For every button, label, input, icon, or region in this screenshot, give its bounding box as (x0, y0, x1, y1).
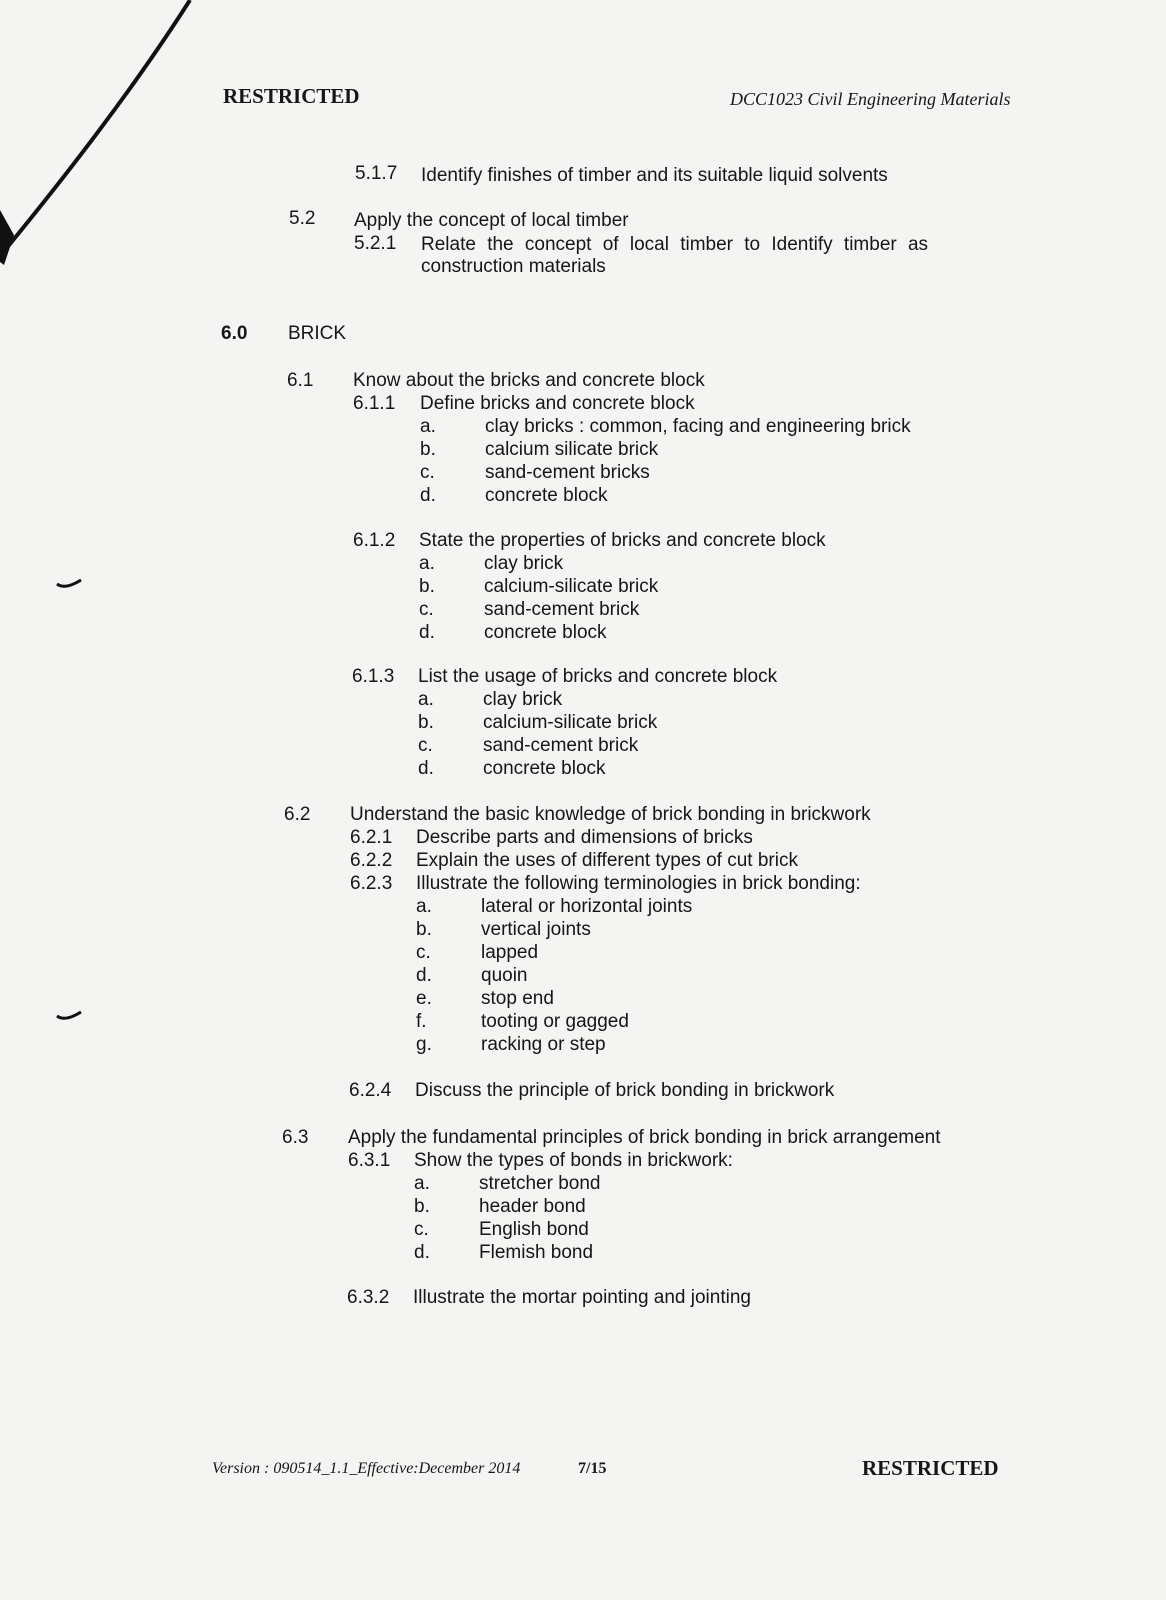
list-letter: c. (416, 942, 431, 963)
list-item: stop end (481, 988, 554, 1009)
section-number: 5.1.7 (355, 163, 398, 184)
list-letter: d. (414, 1242, 430, 1263)
section-text: Apply the fundamental principles of brick bonding in brick arrangement (348, 1127, 941, 1148)
footer-restricted: RESTRICTED (862, 1456, 999, 1480)
list-letter: d. (419, 622, 435, 643)
tick-mark (55, 1010, 85, 1024)
section-number: 6.3.1 (348, 1150, 391, 1171)
list-letter: b. (416, 919, 432, 940)
section-text: Define bricks and concrete block (420, 393, 695, 414)
chapter-number: 6.0 (221, 323, 248, 344)
list-letter: b. (420, 439, 436, 460)
list-item: concrete block (483, 758, 606, 779)
list-item: sand-cement brick (483, 735, 639, 756)
section-number: 6.2 (284, 804, 311, 825)
list-item: vertical joints (481, 919, 591, 940)
list-item: header bond (479, 1196, 586, 1217)
section-number: 6.2.3 (350, 873, 393, 894)
list-item: stretcher bond (479, 1173, 601, 1194)
section-text: Relate the concept of local timber to Identify timber as (421, 234, 929, 255)
section-number: 5.2.1 (354, 233, 397, 254)
list-item: concrete block (484, 622, 607, 643)
section-number: 6.2.1 (350, 827, 393, 848)
list-item: lapped (481, 942, 539, 963)
tick-mark (55, 578, 85, 592)
list-letter: b. (414, 1196, 430, 1217)
header-restricted: RESTRICTED (223, 84, 360, 108)
list-letter: a. (420, 416, 436, 437)
footer-version: Version : 090514_1.1_Effective:December 2014 (212, 1460, 521, 1477)
section-text: Explain the uses of different types of cut brick (416, 850, 798, 871)
pen-stroke-mark (0, 0, 200, 280)
section-number: 6.2.4 (349, 1080, 392, 1101)
section-text: Illustrate the following terminologies in brick bonding: (416, 873, 861, 894)
list-letter: a. (414, 1173, 430, 1194)
section-text: Illustrate the mortar pointing and jointing (413, 1287, 751, 1308)
list-letter: g. (416, 1034, 432, 1055)
section-number: 5.2 (289, 208, 316, 229)
section-number: 6.1.1 (353, 393, 396, 414)
section-number: 6.1 (287, 370, 314, 391)
list-item: calcium-silicate brick (483, 712, 658, 733)
list-item: clay brick (483, 689, 563, 710)
list-letter: f. (416, 1011, 427, 1032)
list-letter: d. (416, 965, 432, 986)
list-item: Flemish bond (479, 1242, 594, 1263)
list-item: sand-cement bricks (485, 462, 650, 483)
section-text: State the properties of bricks and concrete block (419, 530, 826, 551)
list-item: calcium-silicate brick (484, 576, 659, 597)
section-number: 6.2.2 (350, 850, 393, 871)
list-item: sand-cement brick (484, 599, 640, 620)
list-letter: a. (419, 553, 435, 574)
list-letter: a. (418, 689, 434, 710)
list-item: racking or step (481, 1034, 606, 1055)
list-item: calcium silicate brick (485, 439, 659, 460)
list-letter: b. (418, 712, 434, 733)
list-letter: d. (420, 485, 436, 506)
list-item: clay brick (484, 553, 564, 574)
section-text-continued: construction materials (421, 256, 606, 277)
list-item: concrete block (485, 485, 608, 506)
section-text: Describe parts and dimensions of bricks (416, 827, 753, 848)
section-number: 6.3.2 (347, 1287, 390, 1308)
list-letter: c. (419, 599, 434, 620)
footer-page-number: 7/15 (578, 1460, 607, 1477)
header-course-title: DCC1023 Civil Engineering Materials (730, 89, 1011, 109)
list-letter: e. (416, 988, 432, 1009)
list-letter: b. (419, 576, 435, 597)
list-letter: c. (420, 462, 435, 483)
section-text: List the usage of bricks and concrete block (418, 666, 778, 687)
list-item: tooting or gagged (481, 1011, 629, 1032)
list-item: quoin (481, 965, 528, 986)
section-number: 6.1.2 (353, 530, 396, 551)
section-number: 6.1.3 (352, 666, 395, 687)
list-letter: c. (414, 1219, 429, 1240)
list-item: clay bricks : common, facing and engineering brick (485, 416, 911, 437)
section-text: Discuss the principle of brick bonding in brickwork (415, 1080, 835, 1101)
list-item: English bond (479, 1219, 589, 1240)
section-text: Apply the concept of local timber (354, 210, 629, 231)
list-item: lateral or horizontal joints (481, 896, 693, 917)
chapter-title: BRICK (288, 323, 347, 344)
section-number: 6.3 (282, 1127, 309, 1148)
section-text: Identify finishes of timber and its suitable liquid solvents (421, 165, 888, 186)
list-letter: d. (418, 758, 434, 779)
list-letter: a. (416, 896, 432, 917)
section-text: Show the types of bonds in brickwork: (414, 1150, 733, 1171)
list-letter: c. (418, 735, 433, 756)
section-text: Understand the basic knowledge of brick bonding in brickwork (350, 804, 871, 825)
section-text: Know about the bricks and concrete block (353, 370, 705, 391)
